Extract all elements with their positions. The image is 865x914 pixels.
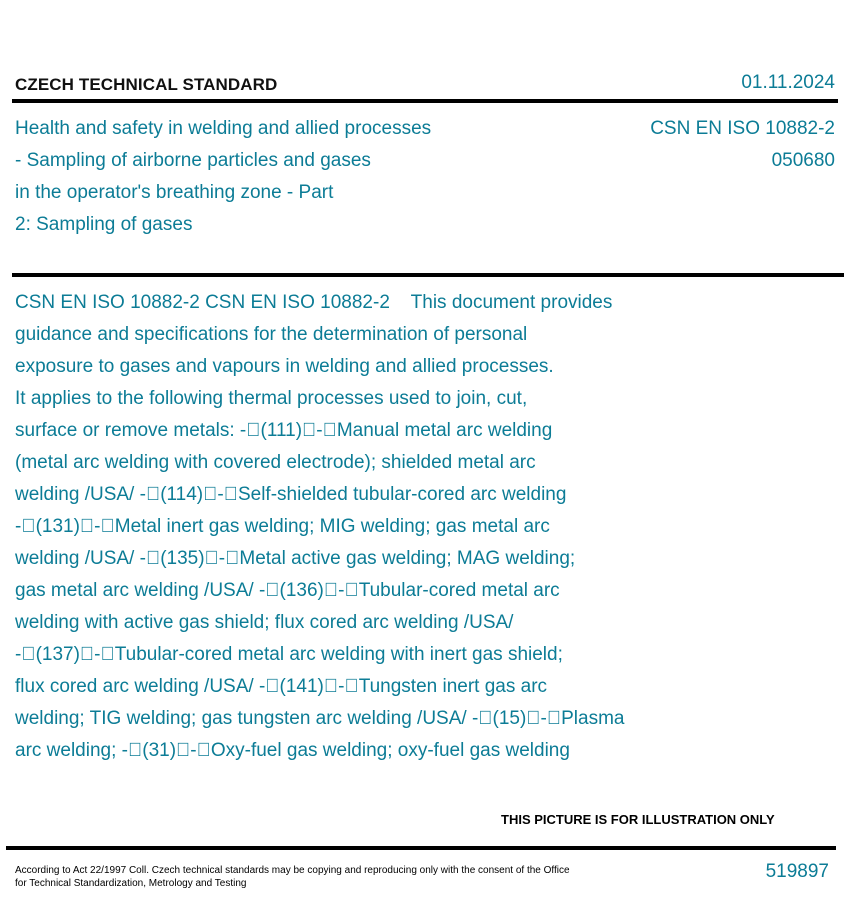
title-line: in the operator's breathing zone - Part xyxy=(15,182,334,203)
abstract-line: guidance and specifications for the determination of personal xyxy=(15,324,528,345)
abstract-line: exposure to gases and vapours in welding and allied processes. xyxy=(15,356,554,377)
abstract-line: - (137) - Tubular-cored metal arc welding with inert gas shield; xyxy=(15,644,563,665)
document-abstract xyxy=(15,287,715,767)
abstract-line: welding /USA/ - (135) - Metal active gas welding; MAG welding; xyxy=(15,548,576,569)
abstract-line: flux cored arc welding /USA/ - (141) - Tungsten inert gas arc xyxy=(15,676,548,697)
title-line: Health and safety in welding and allied processes xyxy=(15,118,432,139)
abstract-line: arc welding; - (31) - Oxy-fuel gas welding; oxy-fuel gas welding xyxy=(15,740,570,761)
abstract-line: - (131) - Metal inert gas welding; MIG welding; gas metal arc xyxy=(15,516,550,537)
publication-date: 01.11.2024 xyxy=(741,72,835,93)
standard-identifier xyxy=(650,113,835,177)
legal-notice xyxy=(15,864,615,890)
document-id: 519897 xyxy=(765,861,829,882)
abstract-line: surface or remove metals: - (111) - Manual metal arc welding xyxy=(15,420,553,441)
standard-code: 050680 xyxy=(771,150,835,171)
title-divider xyxy=(12,273,844,277)
abstract-line: (metal arc welding with covered electrode); shielded metal arc xyxy=(15,452,536,473)
footer-divider xyxy=(6,846,836,850)
abstract-line: It applies to the following thermal processes used to join, cut, xyxy=(15,388,528,409)
standard-type-label: CZECH TECHNICAL STANDARD xyxy=(15,75,278,94)
illustration-disclaimer: THIS PICTURE IS FOR ILLUSTRATION ONLY xyxy=(501,812,775,827)
title-line: - Sampling of airborne particles and gases xyxy=(15,150,371,171)
abstract-line: gas metal arc welding /USA/ - (136) - Tubular-cored metal arc xyxy=(15,580,560,601)
standard-number: CSN EN ISO 10882-2 xyxy=(650,118,835,139)
header-divider xyxy=(12,99,838,103)
title-line: 2: Sampling of gases xyxy=(15,214,193,235)
legal-notice-line: for Technical Standardization, Metrology and Testing xyxy=(15,878,247,889)
abstract-line: CSN EN ISO 10882-2 CSN EN ISO 10882-2 This document provides xyxy=(15,292,613,313)
abstract-line: welding /USA/ - (114) - Self-shielded tubular-cored arc welding xyxy=(15,484,567,505)
document-title xyxy=(15,113,505,241)
abstract-line: welding; TIG welding; gas tungsten arc welding /USA/ - (15) - Plasma xyxy=(15,708,625,729)
legal-notice-line: According to Act 22/1997 Coll. Czech technical standards may be copying and reproducing only with the consent of the Office xyxy=(15,865,570,876)
abstract-line: welding with active gas shield; flux cored arc welding /USA/ xyxy=(15,612,514,633)
